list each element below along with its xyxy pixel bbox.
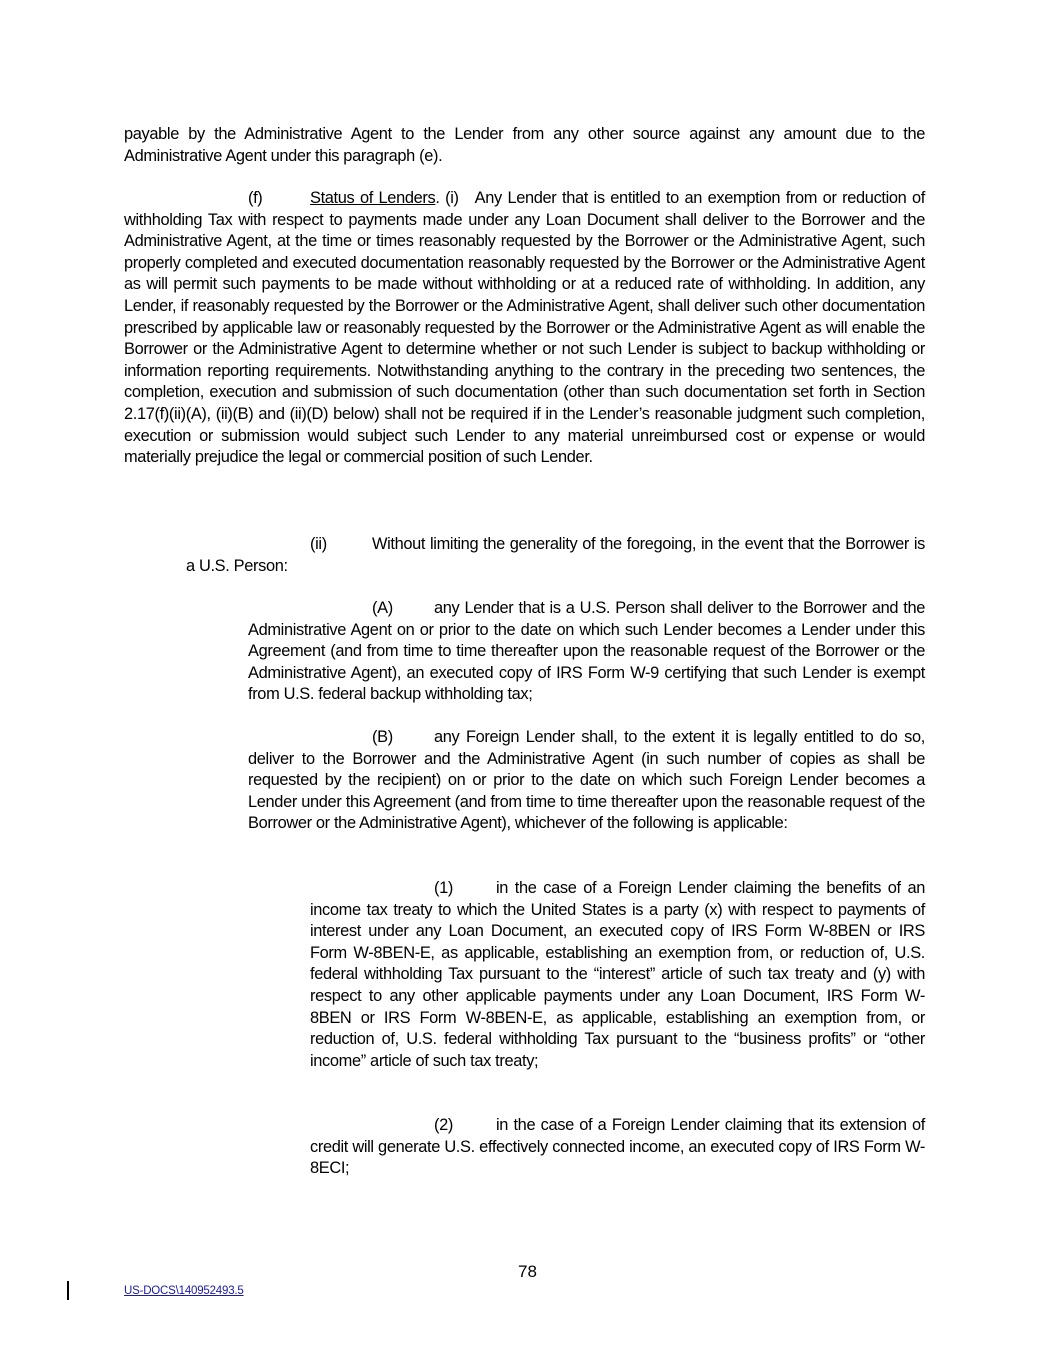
revision-change-bar [67, 1281, 69, 1300]
paragraph-b [248, 727, 925, 835]
section-heading-status-of-lenders: Status of Lenders [310, 189, 436, 207]
paragraph-1-number: (1) [434, 879, 453, 897]
page-number: 78 [518, 1262, 537, 1281]
paragraph-f-number: (f) [248, 189, 263, 207]
paragraph-1-text: in the case of a Foreign Lender claiming the benefits of an income tax treaty to which the United States is a party (x) with respect to payments of interest under any Loan Document, an executed copy of IRS Form W-8BEN or IRS Form W-8BEN-E, as applicable, establishing an exemption from, or reduction of, U.S. federal withholding Tax pursuant to the “interest” article of such tax treaty and (y) with respect to any other applicable payments under any Loan Document, IRS Form W-8BEN or IRS Form W-8BEN-E, as applicable, establishing an exemption from, or reduction of, U.S. federal withholding Tax pursuant to the “business profits” or “other income” article of such tax treaty; [310, 879, 925, 1070]
paragraph-b-number: (B) [372, 728, 393, 746]
paragraph-continuation [124, 124, 925, 167]
paragraph-ii [186, 534, 925, 577]
paragraph-ii-text: Without limiting the generality of the foregoing, in the event that the Borrower is a U.S. Person: [186, 535, 925, 575]
paragraph-ii-number: (ii) [310, 535, 327, 553]
paragraph-f-status-of-lenders [124, 188, 925, 469]
document-id-link[interactable]: US-DOCS\140952493.5 [124, 1285, 244, 1297]
paragraph-2-number: (2) [434, 1116, 453, 1134]
paragraph-continuation-text: payable by the Administrative Agent to the Lender from any other source against any amount due to the Administrative Agent under this paragraph (e). [124, 125, 925, 165]
paragraph-2-text: in the case of a Foreign Lender claiming that its extension of credit will generate U.S. effectively connected income, an executed copy of IRS Form W-8ECI; [310, 1116, 925, 1178]
paragraph-2 [310, 1115, 925, 1180]
paragraph-1 [310, 878, 925, 1072]
paragraph-a [248, 598, 925, 706]
paragraph-a-text: any Lender that is a U.S. Person shall deliver to the Borrower and the Administrative Agent on or prior to the date on which such Lender becomes a Lender under this Agreement (and from time to time thereafter upon the reasonable request of the Borrower or the Administrative Agent), an executed copy of IRS Form W-9 certifying that such Lender is exempt from U.S. federal backup withholding tax; [248, 599, 925, 704]
paragraph-a-number: (A) [372, 599, 393, 617]
paragraph-f-text: . (i) Any Lender that is entitled to an exemption from or reduction of withholding Tax with respect to payments made under any Loan Document shall deliver to the Borrower and the Administrative Agent, at the time or times reasonably requested by the Borrower or the Administrative Agent, such properly completed and executed documentation reasonably requested by the Borrower or the Administrative Agent as will permit such payments to be made without withholding or at a reduced rate of withholding. In addition, any Lender, if reasonably requested by the Borrower or the Administrative Agent, shall deliver such other documentation prescribed by applicable law or reasonably requested by the Borrower or the Administrative Agent as will enable the Borrower or the Administrative Agent to determine whether or not such Lender is subject to backup withholding or information reporting requirements. Notwithstanding anything to the contrary in the preceding two sentences, the completion, execution and submission of such documentation (other than such documentation set forth in Section 2.17(f)(ii)(A), (ii)(B) and (ii)(D) below) shall not be required if in the Lender’s reasonable judgment such completion, execution or submission would subject such Lender to any material unreimbursed cost or expense or would materially prejudice the legal or commercial position of such Lender. [124, 189, 926, 467]
paragraph-b-text: any Foreign Lender shall, to the extent it is legally entitled to do so, deliver to the Borrower and the Administrative Agent (in such number of copies as shall be requested by the recipient) on or prior to the date on which such Foreign Lender becomes a Lender under this Agreement (and from time to time thereafter upon the reasonable request of the Borrower or the Administrative Agent), whichever of the following is applicable: [248, 728, 925, 833]
